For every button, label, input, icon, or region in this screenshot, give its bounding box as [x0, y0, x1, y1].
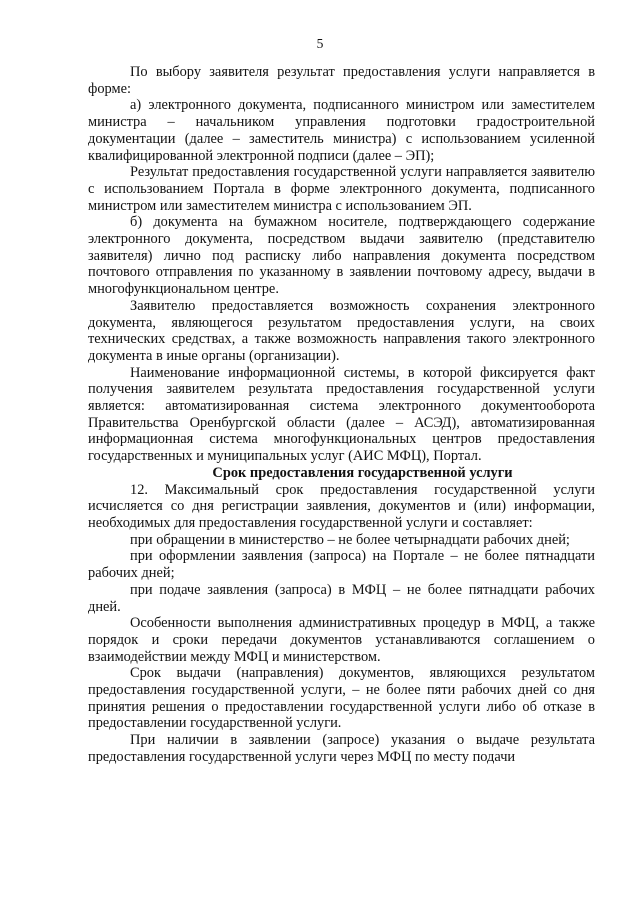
paragraph: Результат предоставления государственной услуги направляется заявителю с использованием Портала в форме электронного документа, подписанного министром или заместителем министра с использованием ЭП.	[88, 164, 595, 214]
paragraph: Срок выдачи (направления) документов, являющихся результатом предоставления государственной услуги, – не более пяти рабочих дней со дня принятия решения о предоставлении государственной услуги либо об отказе в предоставлении государственной услуги.	[88, 665, 595, 732]
paragraph: По выбору заявителя результат предоставления услуги направляется в форме:	[88, 64, 595, 97]
paragraph: Наименование информационной системы, в которой фиксируется факт получения заявителем результата предоставления государственной услуги является: автоматизированная система электронного документооборота Правительства Оренбургской области (далее – АСЭД), автоматизированная информационная система многофункциональных центров предоставления государственных и муниципальных услуг (АИС МФЦ), Портал.	[88, 364, 595, 465]
paragraph: Заявителю предоставляется возможность сохранения электронного документа, являющегося результатом предоставления услуги, на своих технических средствах, а также возможность направления такого электронного документа в иные органы (организации).	[88, 297, 595, 364]
section-heading: Срок предоставления государственной услуги	[212, 464, 513, 481]
paragraph: б) документа на бумажном носителе, подтверждающего содержание электронного документа, посредством выдачи заявителю (представителю заявителя) лично под расписку либо направления документа посредством почтового отправления по указанному в заявлении почтовому адресу, выдачи в многофункциональном центре.	[88, 214, 595, 298]
paragraph: при подаче заявления (запроса) в МФЦ – не более пятнадцати рабочих дней.	[88, 581, 595, 615]
document-body	[88, 64, 595, 766]
paragraph: Особенности выполнения административных процедур в МФЦ, а также порядок и сроки передачи документов устанавливаются соглашением о взаимодействии между МФЦ и министерством.	[88, 615, 595, 665]
paragraph: При наличии в заявлении (запросе) указания о выдаче результата предоставления государственной услуги через МФЦ по месту подачи	[88, 732, 595, 765]
paragraph: при оформлении заявления (запроса) на Портале – не более пятнадцати рабочих дней;	[88, 548, 595, 582]
page-number: 5	[316, 36, 324, 51]
paragraph: при обращении в министерство – не более четырнадцати рабочих дней;	[130, 531, 570, 548]
paragraph: 12. Максимальный срок предоставления государственной услуги исчисляется со дня регистрации заявления, документов и (или) информации, необходимых для предоставления государственной услуги и составляет:	[88, 481, 595, 531]
paragraph: а) электронного документа, подписанного министром или заместителем министра – начальником управления подготовки градостроительной документации (далее – заместитель министра) с использованием усиленной квалифицированной электронной подписи (далее – ЭП);	[88, 97, 595, 164]
